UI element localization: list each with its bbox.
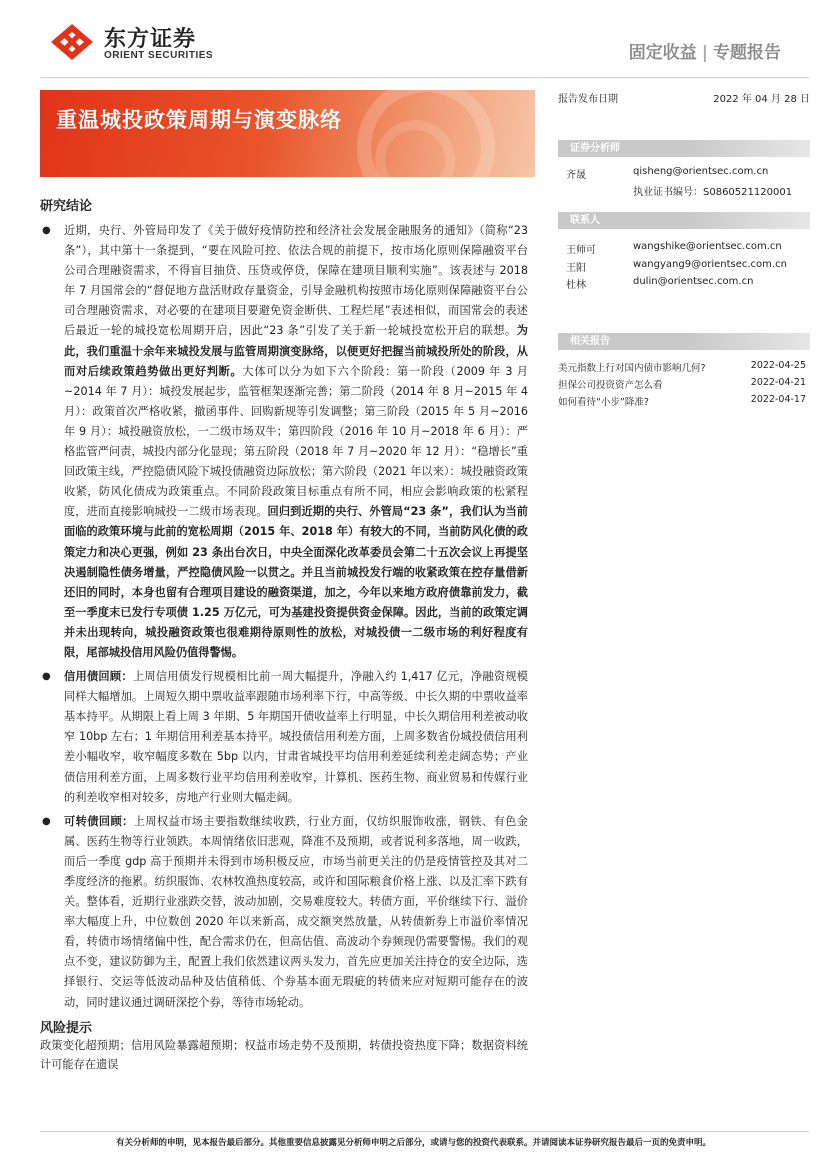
contact-name: 王阳 [566,263,586,274]
analyst-name: 齐晟 [566,170,586,181]
report-type-category: 固定收益 [628,43,697,63]
report-type-kind: 专题报告 [713,43,781,63]
related-report-title[interactable]: 如何看待“小步”降准? [558,397,649,408]
contact-email[interactable]: wangyang9@orientsec.com.cn [633,259,787,270]
convertible-review-paragraph: ● 可转债回顾：上周权益市场主要指数继续收跌，行业方面，仅纺织服饰收涨，钢铁、有色金属、医药生物等行业领跌。本周情绪依旧悲观，降准不及预期，或者说利多落地，周一收跌，而后一季度 gdp 高于预期并未得到市场积极反应，市场当前更关注的仍是疫情管控及其对二季度经济的拖累。纺织服饰、农林牧渔热度较高，或许和国际粮食价格上涨、以及汇率下跌有关。整体看，近期行业涨跌交替，波动加剧，交易难度较大。转债方面，平价继续下行、溢价率大幅度上升，中位数创 2020 年以来新高，成交额突然放量，从转债新券上市溢价率情况看，转债市场情绪偏中性，配合需求仍在，但高估值、高波动个券频现仍需要警惕。我们的观点不变，建议防御为主，配置上我们依然建议两头发力，首先应更加关注持仓的安全边际，选择银行、交运等低波动品种及估值稍低、个券基本面无瑕疵的转债来应对短期可能存在的波动，同时建议通过调研深挖个券，等待市场轮动。 [40,812,528,1013]
header-divider [40,77,809,78]
contact-section-header: 联系人 [558,212,810,229]
related-report-title[interactable]: 担保公司投资资产怎么看 [558,380,663,391]
credit-review-label: 信用债回顾： [64,670,133,684]
orient-securities-logo-icon [49,22,95,62]
report-title: 重温城投政策周期与演变脉络 [56,108,342,132]
bullet-icon: ● [42,815,51,827]
footer-divider [40,1131,809,1132]
risk-heading: 风险提示 [40,1020,93,1036]
analyst-email[interactable]: qisheng@orientsec.com.cn [633,166,769,177]
footer-disclaimer: 有关分析师的申明，见本报告最后部分。其他重要信息披露见分析师申明之后部分，或请与您的投资代表联系。并请阅读本证券研究报告最后一页的免责申明。 [115,1138,711,1148]
report-type: 固定收益 | 专题报告 [628,43,781,63]
logo-english-name: ORIENT SECURITIES [104,50,214,61]
bullet-icon: ● [42,671,51,683]
credit-review-paragraph: ● 信用债回顾：上周信用债发行规模相比前一周大幅提升，净融入约 1,417 亿元，净融资规模同样大幅增加。上周短久期中票收益率跟随市场利率下行，中高等级、中长久期的中票收益率基本持平。从期限上看上周 3 年期、5 年期国开债收益率上行明显，中长久期信用利差被动收窄 10bp 左右；1 年期信用利差基本持平。城投债信用利差方面，上周多数省份城投债信用利差小幅收窄，收窄幅度多数在 5bp 以内，甘肃省城投平均信用利差延续利差走阔态势；产业债信用利差方面，上周多数行业平均信用利差收窄，计算机、医药生物、商业贸易和传媒行业的利差收窄相对较多，房地产行业则大幅走阔。 [40,667,528,808]
conclusions-heading: 研究结论 [40,199,93,214]
publish-date-value: 2022 年 04 月 28 日 [713,94,810,105]
related-report-date: 2022-04-21 [750,377,806,388]
contact-name: 杜林 [566,280,586,291]
main-content [40,195,528,1074]
publish-date-label: 报告发布日期 [558,94,618,105]
conclusion-paragraph: ● 近期，央行、外管局印发了《关于做好疫情防控和经济社会发展金融服务的通知》（简称“23 条”），其中第十一条提到，“要在风险可控、依法合规的前提下，按市场化原则保障融资平台公司合理融资需求，不得盲目抽贷、压贷或停贷，保障在建项目顺利实施”。该表述与 2018 年 7 月国常会的“督促地方盘活财政存量资金，引导金融机构按照市场化原则保障融资平台公司合理融资需求，对必要的在建项目要避免资金断供、工程烂尾”表述相似，而国常会的表述后最近一轮的城投宽松周期开启，因此“23 条”引发了关于新一轮城投宽松开启的联想。为此，我们重温十余年来城投发展与监管周期演变脉络，以便更好把握当前城投所处的阶段，从而对后续政策趋势做出更好判断。大体可以分为如下六个阶段：第一阶段（2009 年 3 月~2014 年 7 月）：城投发展起步，监管框架逐渐完善；第二阶段（2014 年 8 月~2015 年 4 月）：政策首次严格收紧，撤函事件、回购新规等引发调整；第三阶段（2015 年 5 月~2016 年 9 月）：城投融资放松，一二级市场双牛；第四阶段（2016 年 10 月~2018 年 6 月）：严格监管严问责，城投内部分化显现；第五阶段（2018 年 7 月~2020 年 12 月）：“稳增长”重回政策主线，严控隐债风险下城投债融资边际放松；第六阶段（2021 年以来）：城投融资政策收紧，防风化债成为政策重点。不同阶段政策目标重点有所不同，相应会影响政策的松紧程度，进而直接影响城投一二级市场表现。回归到近期的央行、外管局“23 条”，我们认为当前面临的政策环境与此前的宽松周期（2015 年、2018 年）有较大的不同，当前防风化债的政策定力和决心更强，例如 23 条出台次日，中央全面深化改革委员会第二十五次会议上再提坚决遏制隐性债务增量，严控隐债风险一以贯之。并且当前城投发行端的收紧政策在控存量借新还旧的同时，本身也留有合理项目建设的融资渠道，加之，今年以来地方政府债靠前发力，截至一季度末已发行专项债 1.25 万亿元，可为基建投资提供资金保障。因此，当前的政策定调并未出现转向，城投融资政策也很难期待原则性的放松，对城投债一二级市场的利好程度有限，尾部城投信用风险仍值得警惕。 [40,221,528,663]
contact-email[interactable]: dulin@orientsec.com.cn [633,276,754,287]
analyst-license: 执业证书编号：S0860521120001 [633,187,793,198]
analyst-section-header: 证券分析师 [558,140,810,157]
title-banner [40,90,535,177]
related-section-header: 相关报告 [558,333,810,350]
related-report-date: 2022-04-25 [750,360,806,371]
risk-text: 政策变化超预期；信用风险暴露超预期；权益市场走势不及预期，转债投资热度下降；数据资料统计可能存在遗误 [40,1038,528,1071]
contact-email[interactable]: wangshike@orientsec.com.cn [633,241,782,252]
bullet-icon: ● [42,225,51,236]
contact-name: 王师可 [566,245,596,256]
convertible-review-label: 可转债回顾： [64,814,134,828]
logo-chinese-name: 东方证券 [104,27,197,52]
related-report-title[interactable]: 美元指数上行对国内债市影响几何? [558,363,706,374]
related-report-date: 2022-04-17 [750,394,806,405]
